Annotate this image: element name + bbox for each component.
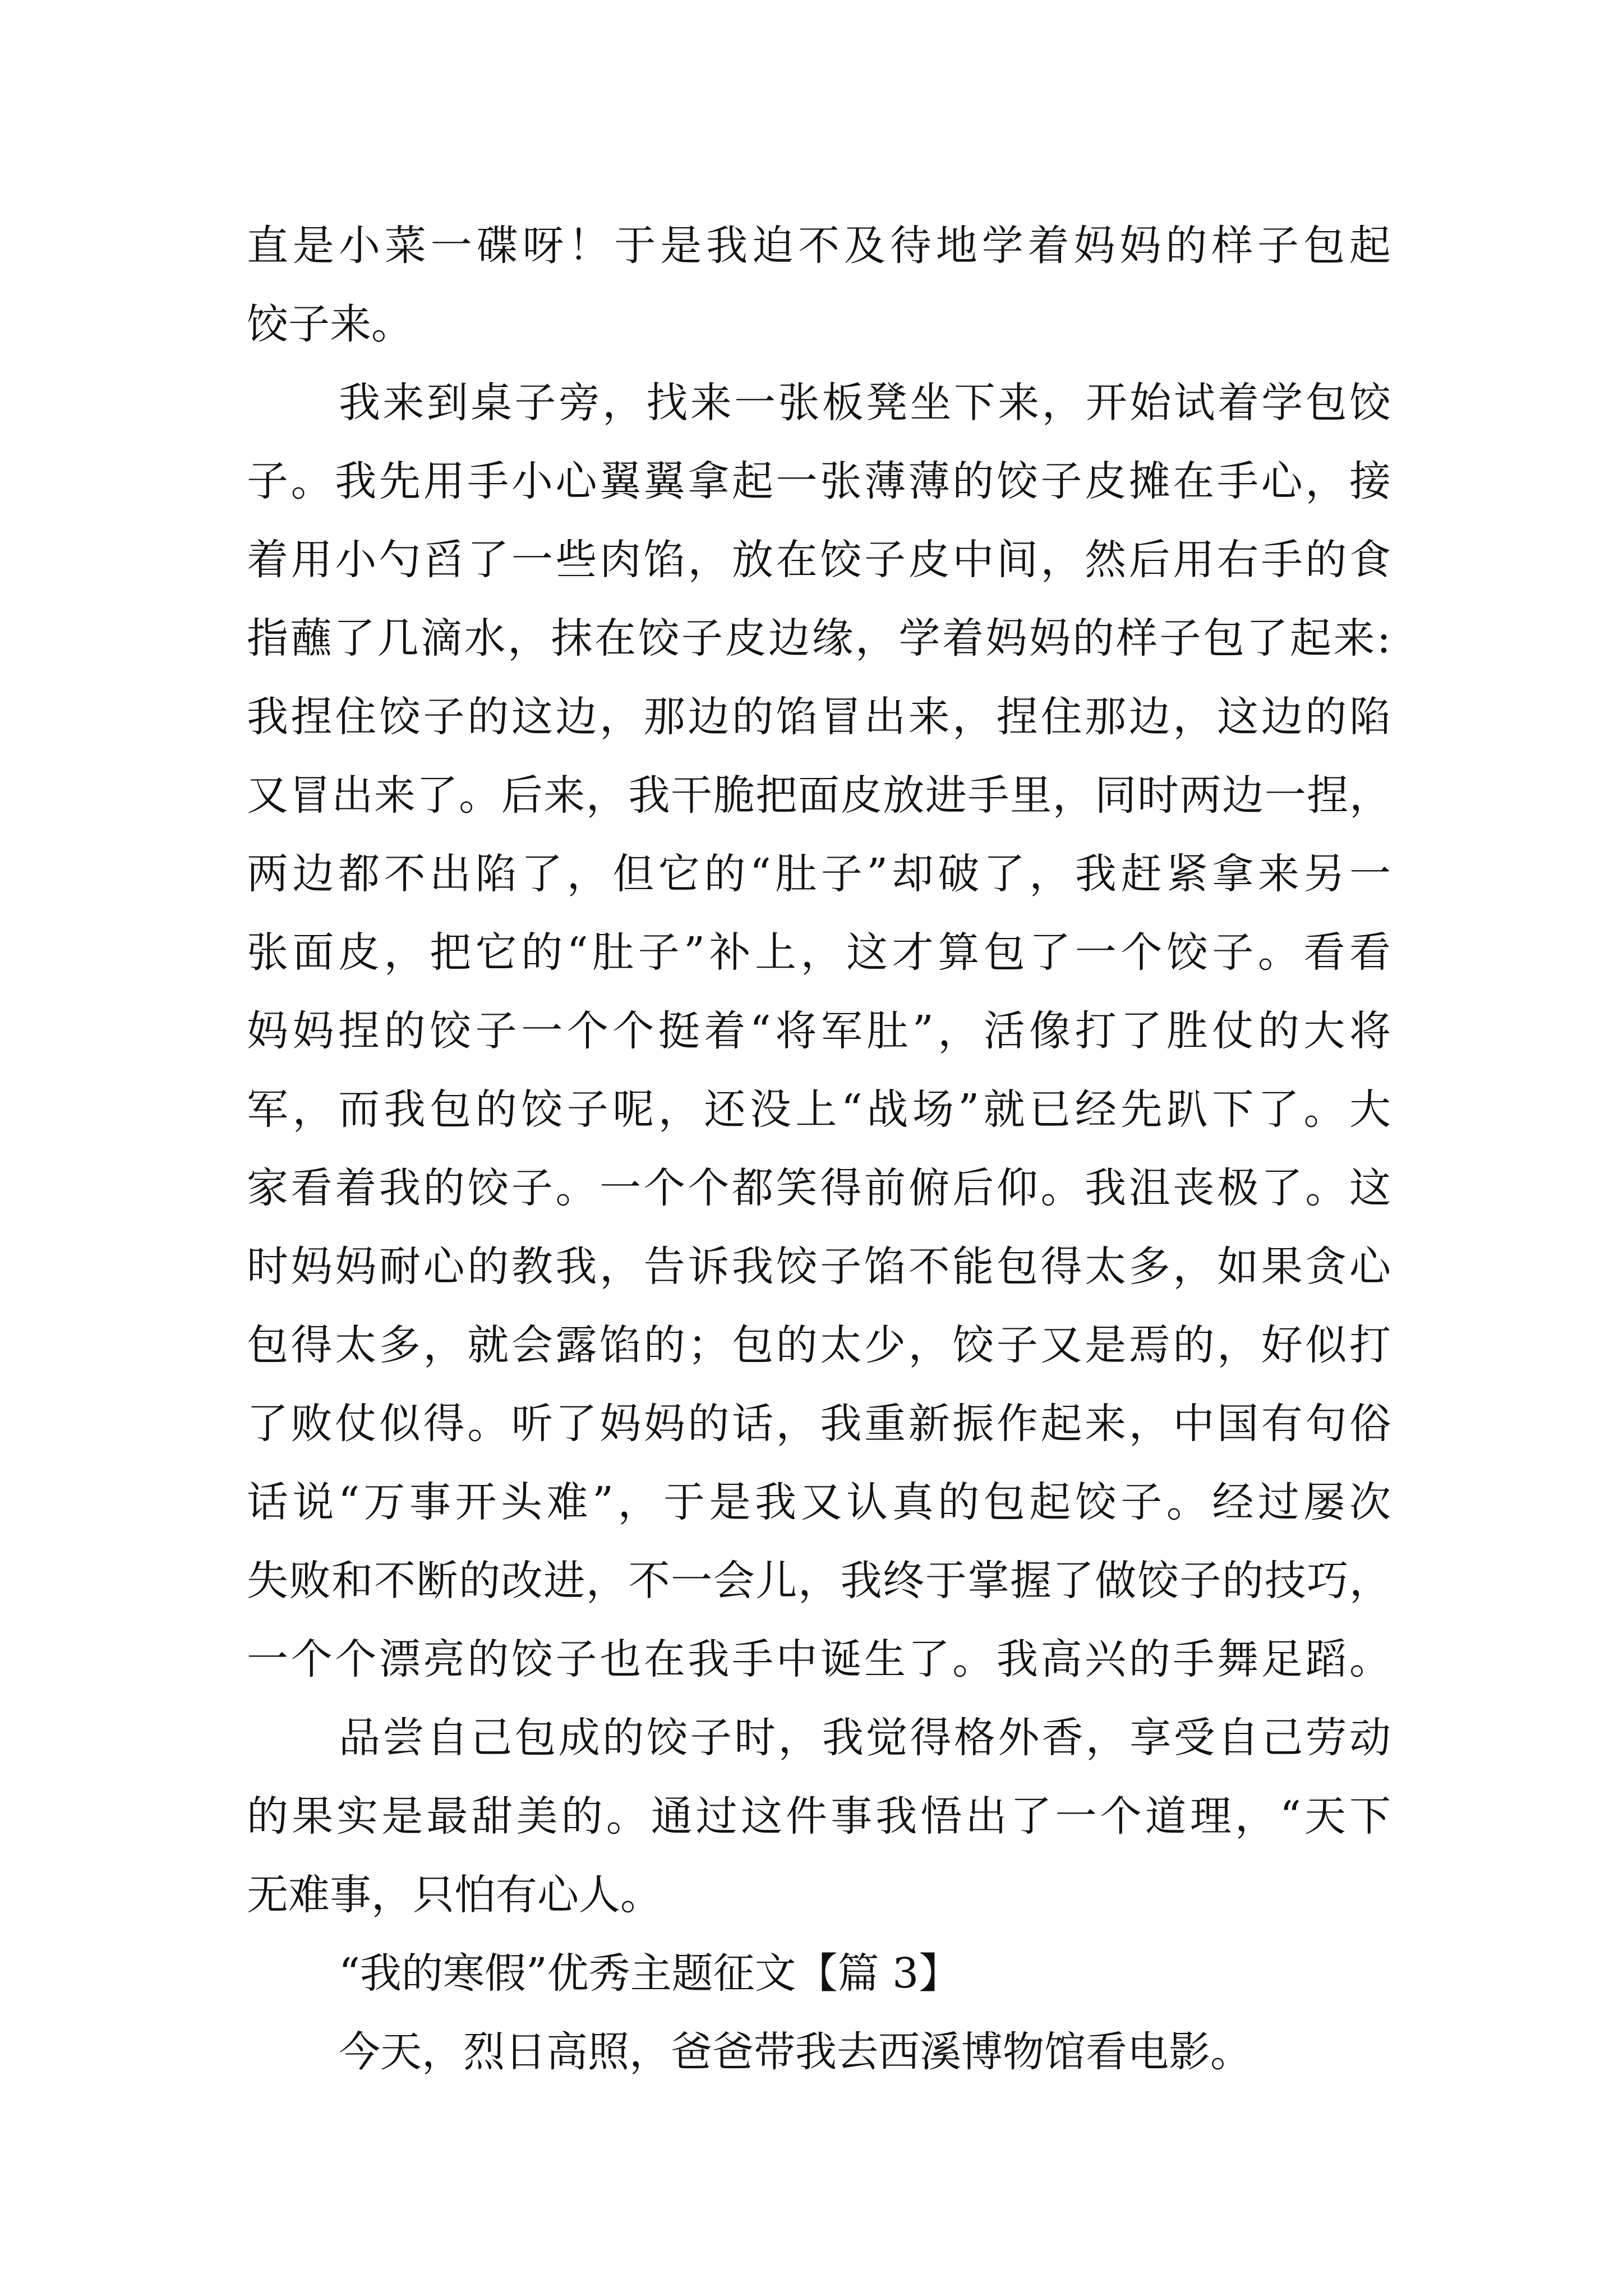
text-line: 无难事，只怕有心人。 [247,1871,662,1919]
text-line: 着用小勺舀了一些肉馅，放在饺子皮中间，然后用右手的食 [247,536,1391,584]
paragraph-continuation [247,206,1391,364]
text-line: 一个个漂亮的饺子也在我手中诞生了。我高兴的手舞足蹈。 [247,1635,1391,1683]
text-line: 子。我先用手小心翼翼拿起一张薄薄的饺子皮摊在手心，接 [247,457,1391,505]
document-body [247,206,1391,2091]
text-line: 军，而我包的饺子呢，还没上“战场”就已经先趴下了。大 [247,1085,1391,1134]
text-line: 的果实是最甜美的。通过这件事我悟出了一个道理，“天下 [247,1792,1391,1841]
text-line: 直是小菜一碟呀！于是我迫不及待地学着妈妈的样子包起 [247,222,1391,270]
text-line: 品尝自己包成的饺子时，我觉得格外香，享受自己劳动 [339,1714,1391,1762]
text-line: 话说“万事开头难”，于是我又认真的包起饺子。经过屡次 [247,1478,1391,1526]
text-line: 包得太多，就会露馅的；包的太少，饺子又是焉的，好似打 [247,1321,1391,1369]
text-line: 家看着我的饺子。一个个都笑得前俯后仰。我沮丧极了。这 [247,1164,1391,1212]
section-heading: “我的寒假”优秀主题征文【篇 3】 [339,1949,961,1998]
paragraph-dumpling-making [247,364,1391,1699]
text-line: 两边都不出陷了，但它的“肚子”却破了，我赶紧拿来另一 [247,850,1391,898]
text-line: 妈妈捏的饺子一个个挺着“将军肚”，活像打了胜仗的大将 [247,1007,1391,1055]
text-line: 了败仗似得。听了妈妈的话，我重新振作起来，中国有句俗 [247,1400,1391,1448]
paragraph-opening-line: 今天，烈日高照，爸爸带我去西溪博物馆看电影。 [339,2028,1252,2076]
text-line: 张面皮，把它的“肚子”补上，这才算包了一个饺子。看看 [247,928,1391,977]
text-line: 我捏住饺子的这边，那边的馅冒出来，捏住那边，这边的陷 [247,693,1391,741]
text-line: 时妈妈耐心的教我，告诉我饺子馅不能包得太多，如果贪心 [247,1243,1391,1291]
paragraph-reflection [247,1699,1391,1934]
text-line: 又冒出来了。后来，我干脆把面皮放进手里，同时两边一捏， [247,771,1391,820]
text-line: 我来到桌子旁，找来一张板凳坐下来，开始试着学包饺 [339,379,1391,427]
text-line: 失败和不断的改进，不一会儿，我终于掌握了做饺子的技巧， [247,1557,1391,1605]
text-line: 饺子来。 [247,300,413,348]
text-line: 指蘸了几滴水，抹在饺子皮边缘，学着妈妈的样子包了起来: [247,614,1391,662]
